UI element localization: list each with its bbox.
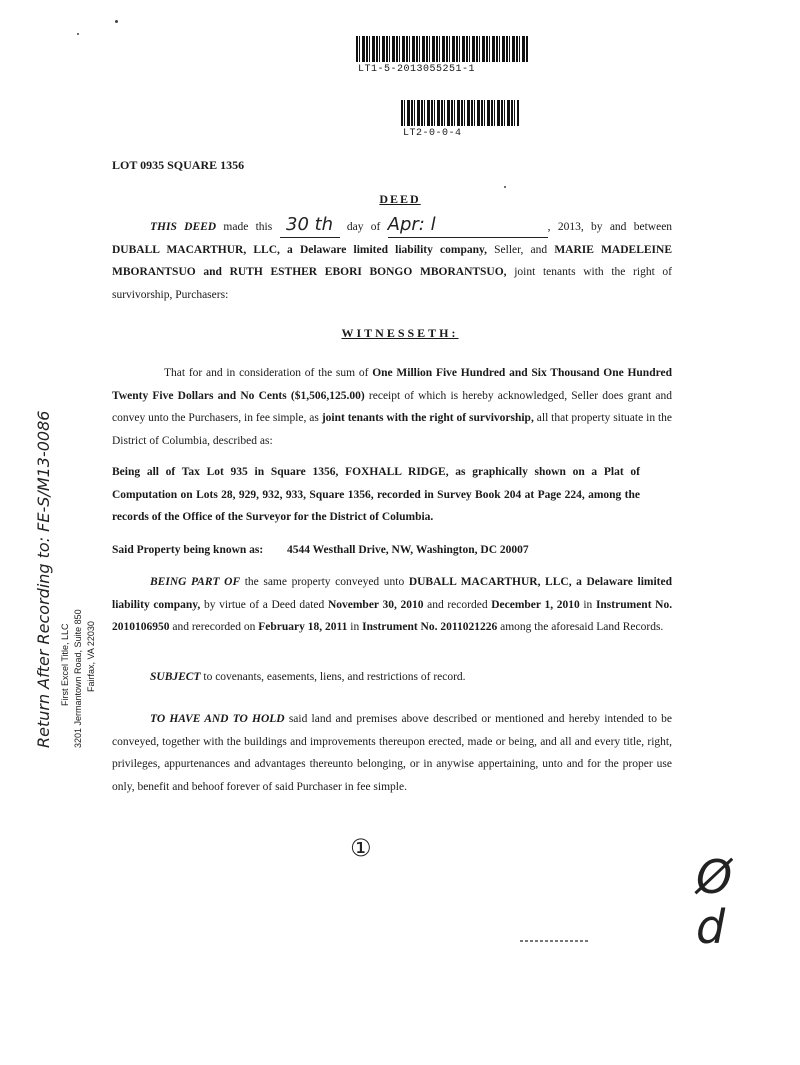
scan-speck (77, 33, 79, 35)
scan-speck (115, 20, 118, 23)
page-number-mark: ① (350, 834, 372, 862)
day-of-text: day of (346, 221, 381, 233)
subject-lead: SUBJECT (150, 671, 201, 683)
return-after-recording-note: Return After Recording to: FE-S/M13-0086 (34, 410, 53, 748)
witnesseth-heading: WITNESSETH: (341, 326, 459, 340)
intro-paragraph (112, 214, 672, 306)
record-date: December 1, 2010 (491, 598, 580, 611)
title-company-line-1: First Excel Title, LLC (60, 623, 70, 706)
property-known-as (112, 539, 672, 562)
prior-owner: DUBALL MACARTHUR, LLC, a Delaware limited liability company, (112, 576, 672, 611)
consideration-middle: receipt of which is hereby acknowledged, Seller does grant and convey unto the Purchasers, in fee simple, as (112, 389, 672, 424)
year-text: , 2013, by and between (547, 221, 673, 233)
consideration-tail: all that property situate in the District of Columbia, described as: (112, 412, 673, 447)
scan-speck (504, 186, 506, 188)
subject-paragraph (112, 666, 672, 689)
habendum-lead: TO HAVE AND TO HOLD (150, 713, 285, 725)
subject-text: to covenants, easements, liens, and restrictions of record. (203, 671, 466, 683)
being-part-text: among the aforesaid Land Records. (500, 621, 664, 633)
barcode-secondary-text: LT2-0-0-4 (403, 128, 462, 139)
seller-suffix: Seller, and (494, 243, 548, 256)
joint-tenants-clause: joint tenants with the right of survivorship, (321, 412, 534, 424)
made-this-text: made this (223, 221, 273, 233)
property-address: 4544 Westhall Drive, NW, Washington, DC 20007 (286, 544, 529, 556)
legal-description-text: Being all of Tax Lot 935 in Square 1356, FOXHALL RIDGE, as graphically shown on a Plat of Computation on Lots 28, 929, 932, 933, Square 1356, recorded in Survey Book 204 at Page 224, among the records of the Office of the Surveyor for the District of Columbia. (112, 466, 640, 523)
instrument-number-1: Instrument No. 2010106950 (112, 598, 673, 633)
purchasers-suffix: joint tenants with the right of survivorship, Purchasers: (112, 266, 673, 301)
legal-description (112, 461, 640, 529)
habendum-text: said land and premises above described or mentioned and hereby intended to be conveyed, together with the buildings and improvements thereupon erected, made or being, and all and every title, right, privileges, appurtenances and advantages thereunto belonging, or in anywise appertaining, unto and for the proper use only, benefit and behoof forever of said Purchaser in fee simple. (112, 713, 673, 793)
habendum-paragraph (112, 708, 672, 798)
being-part-text: in (350, 621, 360, 633)
consideration-amount: One Million Five Hundred and Six Thousand One Hundred Twenty Five Dollars and No Cents ($1,506,125.00) (112, 367, 672, 402)
property-label: Said Property being known as: (112, 544, 264, 556)
instrument-number-2: Instrument No. 2011021226 (362, 621, 498, 633)
consideration-lead: That for and in consideration of the sum of (164, 367, 369, 379)
seller-name: DUBALL MACARTHUR, LLC, a Delaware limited liability company, (112, 243, 487, 256)
being-part-text: by virtue of a Deed dated (203, 598, 325, 611)
lot-square-line: LOT 0935 SQUARE 1356 (112, 158, 245, 172)
month-value: Apr: l (387, 214, 436, 235)
being-part-text: and rerecorded on (172, 621, 256, 633)
handwritten-initials: Ø d (696, 850, 733, 954)
being-part-paragraph (112, 571, 672, 639)
scan-smudge (520, 940, 590, 942)
day-field (280, 214, 340, 238)
being-part-text: and recorded (427, 598, 488, 611)
barcode-primary (356, 36, 528, 62)
deed-title: DEED (379, 192, 421, 206)
barcode-secondary (401, 100, 519, 126)
this-deed-lead: THIS DEED (150, 221, 217, 233)
being-part-lead: BEING PART OF (150, 576, 241, 588)
being-part-text: in (583, 598, 593, 611)
month-field (388, 214, 548, 238)
title-company-line-2: 3201 Jermantown Road, Suite 850 (73, 609, 83, 748)
rerecord-date: February 18, 2011 (258, 621, 348, 633)
title-company-line-3: Fairfax, VA 22030 (86, 621, 96, 692)
barcode-primary-text: LT1-5-2013055251-1 (358, 64, 476, 75)
purchaser-names: MARIE MADELEINE MBORANTSUO and RUTH ESTHER EBORI BONGO MBORANTSUO, (112, 243, 673, 278)
deed-date: November 30, 2010 (327, 598, 424, 611)
day-value: 30 th (286, 214, 334, 235)
being-part-text: the same property conveyed unto (244, 576, 405, 588)
consideration-paragraph (112, 362, 672, 452)
